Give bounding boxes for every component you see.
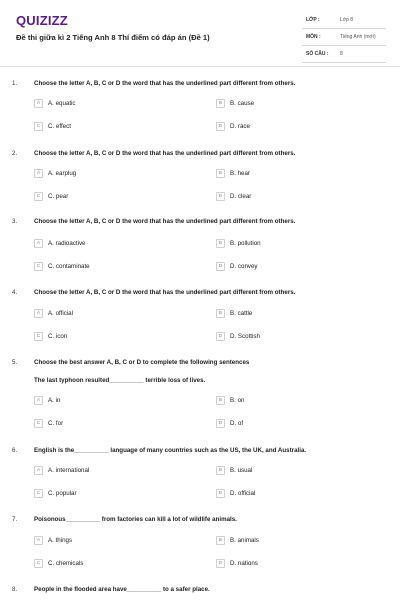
option-text: D. clear xyxy=(230,193,252,200)
option-text: C. for xyxy=(48,420,64,427)
worksheet-meta xyxy=(302,12,386,63)
option-text: B. cattle xyxy=(230,310,253,317)
question-number: 5. xyxy=(12,359,18,366)
meta-row-class xyxy=(302,12,386,29)
option-text: D. race xyxy=(230,123,250,130)
option-text: A. things xyxy=(48,537,73,544)
question-text: Choose the letter A, B, C or D the word that has the underlined part different from others. xyxy=(34,150,296,157)
option-text: C. effect xyxy=(48,123,71,130)
meta-label: LỚP : xyxy=(306,17,320,23)
question-subtext: The last typhoon resulted__________ terrible loss of lives. xyxy=(34,377,206,384)
option-text: B. pollution xyxy=(230,240,261,247)
question-number: 7. xyxy=(12,516,18,523)
option-key-box: B xyxy=(216,99,225,108)
question-number: 4. xyxy=(12,289,18,296)
meta-row-question-count xyxy=(302,46,386,63)
option-key-box: C xyxy=(34,262,43,271)
meta-label: MÔN : xyxy=(306,34,321,40)
option-text: C. chemicals xyxy=(48,560,84,567)
option-key-box: A xyxy=(34,536,43,545)
option-key-box: D xyxy=(216,122,225,131)
meta-value: Lớp 8 xyxy=(340,17,354,23)
option-key-box: A xyxy=(34,239,43,248)
option-text: C. contaminate xyxy=(48,263,90,270)
option-key-box: A xyxy=(34,396,43,405)
question-text: People in the flooded area have__________ to a safer place. xyxy=(34,586,210,593)
option-text: A. equatic xyxy=(48,100,76,107)
option-text: B. hear xyxy=(230,170,250,177)
header-divider xyxy=(0,66,400,67)
option-key-box: D xyxy=(216,262,225,271)
option-text: B. animals xyxy=(230,537,259,544)
option-key-box: D xyxy=(216,419,225,428)
worksheet-title: Đề thi giữa kì 2 Tiếng Anh 8 Thí điểm có đáp án (Đề 1) xyxy=(16,33,210,42)
option-text: B. usual xyxy=(230,467,253,474)
option-key-box: D xyxy=(216,489,225,498)
option-text: A. international xyxy=(48,467,90,474)
question-text: Choose the letter A, B, C or D the word that has the underlined part different from others. xyxy=(34,289,296,296)
option-text: D. Scottish xyxy=(230,333,260,340)
option-key-box: D xyxy=(216,332,225,341)
worksheet-header xyxy=(0,0,400,66)
question-number: 2. xyxy=(12,150,18,157)
meta-label: SỐ CÂU : xyxy=(306,51,329,57)
option-key-box: A xyxy=(34,169,43,178)
meta-value: 8 xyxy=(340,51,343,57)
option-key-box: A xyxy=(34,99,43,108)
option-key-box: C xyxy=(34,332,43,341)
option-key-box: B xyxy=(216,536,225,545)
option-key-box: B xyxy=(216,169,225,178)
option-key-box: B xyxy=(216,396,225,405)
meta-row-subject xyxy=(302,29,386,46)
option-text: B. cause xyxy=(230,100,255,107)
question-number: 6. xyxy=(12,447,18,454)
option-key-box: B xyxy=(216,466,225,475)
option-key-box: B xyxy=(216,309,225,318)
option-text: C. icon xyxy=(48,333,68,340)
question-text: Poisonous__________ from factories can kill a lot of wildlife animals. xyxy=(34,516,237,523)
option-text: B. on xyxy=(230,397,245,404)
question-text: Choose the letter A, B, C or D the word that has the underlined part different from others. xyxy=(34,80,296,87)
option-key-box: B xyxy=(216,239,225,248)
question-text: Choose the letter A, B, C or D the word that has the underlined part different from others. xyxy=(34,218,296,225)
option-text: D. of xyxy=(230,420,244,427)
option-key-box: C xyxy=(34,559,43,568)
meta-value: Tiếng Anh (mới) xyxy=(340,34,376,40)
option-text: D. official xyxy=(230,490,256,497)
option-text: A. radioactive xyxy=(48,240,86,247)
option-text: C. pear xyxy=(48,193,69,200)
question-text: Choose the best answer A, B, C or D to complete the following sentences xyxy=(34,359,250,366)
option-text: D. convey xyxy=(230,263,258,270)
option-key-box: C xyxy=(34,489,43,498)
option-text: A. official xyxy=(48,310,73,317)
option-key-box: D xyxy=(216,192,225,201)
option-key-box: D xyxy=(216,559,225,568)
question-number: 3. xyxy=(12,218,18,225)
option-text: D. nations xyxy=(230,560,258,567)
question-number: 1. xyxy=(12,80,18,87)
quizizz-logo: QUIZIZZ xyxy=(16,13,68,28)
option-text: A. earplug xyxy=(48,170,77,177)
option-key-box: C xyxy=(34,192,43,201)
option-key-box: C xyxy=(34,419,43,428)
option-text: A. in xyxy=(48,397,61,404)
option-key-box: C xyxy=(34,122,43,131)
option-text: C. popular xyxy=(48,490,77,497)
option-key-box: A xyxy=(34,466,43,475)
option-key-box: A xyxy=(34,309,43,318)
question-text: English is the__________ language of many countries such as the US, the UK, and Australia. xyxy=(34,447,307,454)
question-number: 8. xyxy=(12,586,18,593)
